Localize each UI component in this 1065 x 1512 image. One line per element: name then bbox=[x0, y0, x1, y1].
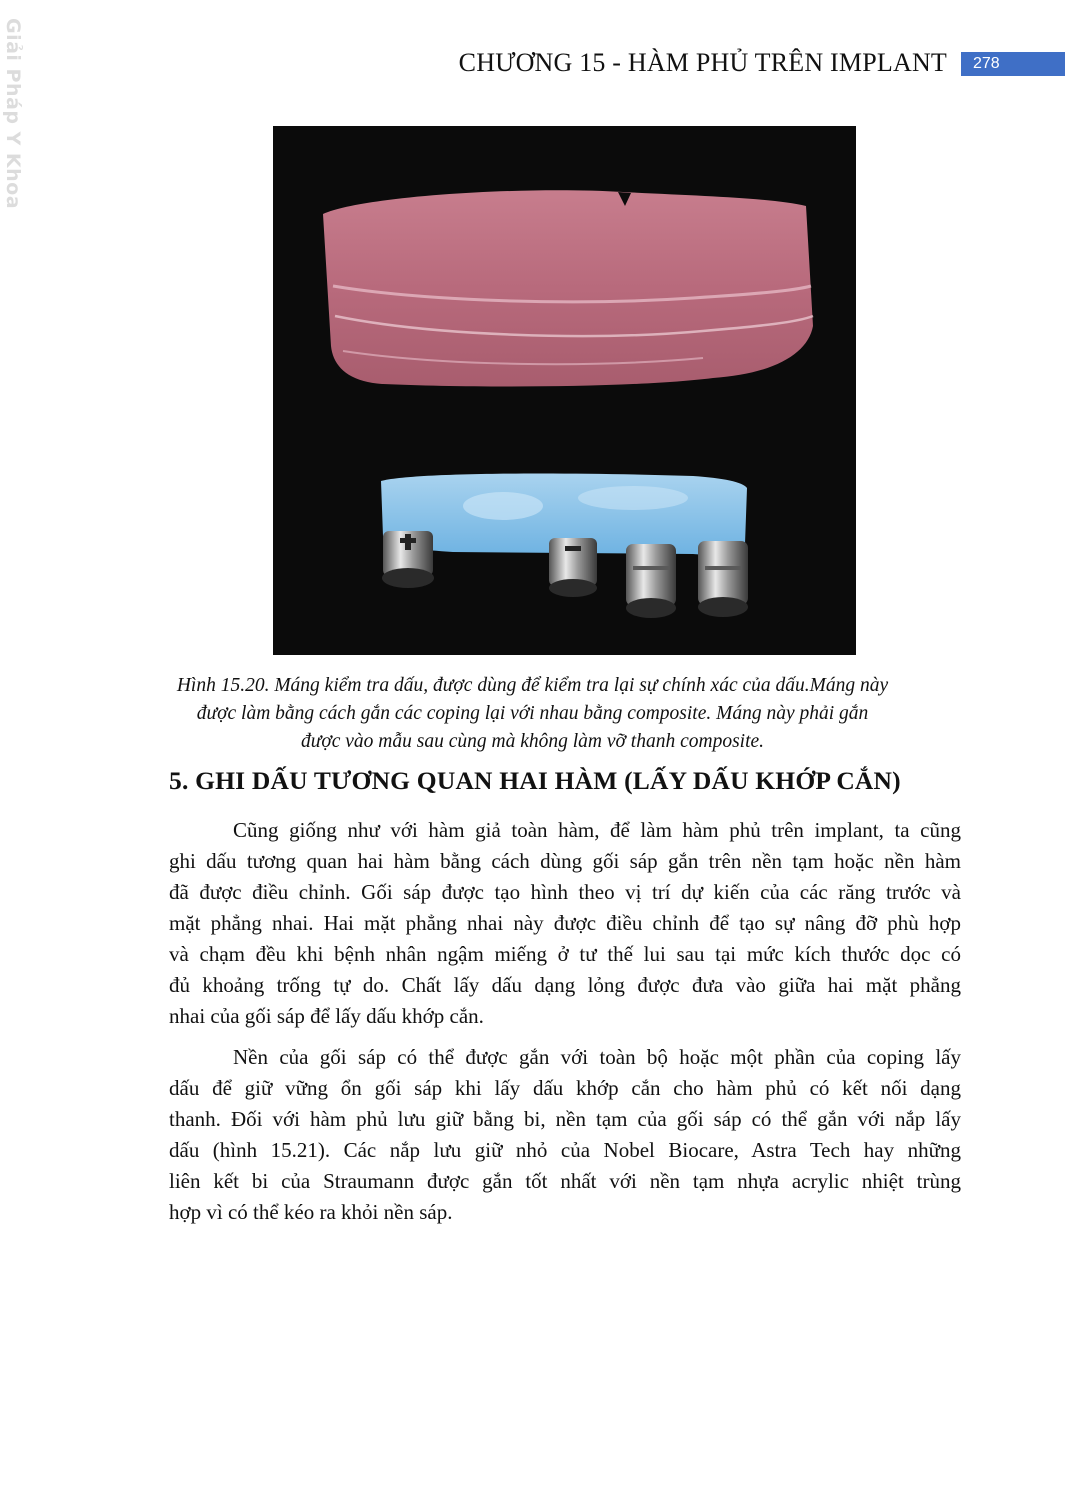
figure-caption bbox=[150, 672, 915, 756]
caption-line: được làm bằng cách gắn các coping lại với nhau bằng composite. Máng này phải gắn bbox=[196, 703, 869, 724]
text-line: đã được điều chỉnh. Gối sáp được tạo hình theo vị trí dự kiến của các răng trước và bbox=[169, 880, 961, 904]
text-line: thanh. Đối với hàm phủ lưu giữ bằng bi, nền tạm của gối sáp có thể gắn với nắp lấy bbox=[169, 1107, 961, 1131]
caption-line: Hình 15.20. Máng kiểm tra dấu, được dùng để kiểm tra lại sự chính xác của dấu.Máng này bbox=[176, 675, 889, 696]
text-line: nhai của gối sáp để lấy dấu khớp cắn. bbox=[169, 1004, 484, 1028]
coping-3 bbox=[626, 544, 676, 618]
text-line: và chạm đều khi bệnh nhân ngậm miếng ở tư thế lui sau tại mức kích thước dọc có bbox=[169, 942, 961, 966]
paragraph-2 bbox=[169, 1042, 961, 1228]
wax-rim bbox=[323, 190, 813, 386]
text-line: dấu để giữ vững ổn gối sáp khi lấy dấu khớp cắn cho hàm phủ có kết nối dạng bbox=[169, 1076, 961, 1100]
running-header bbox=[0, 44, 1065, 80]
text-line: đủ khoảng trống tự do. Chất lấy dấu dạng lỏng được đưa vào giữa hai mặt phẳng bbox=[169, 973, 961, 997]
paragraph-1 bbox=[169, 815, 961, 1032]
chapter-title: CHƯƠNG 15 - HÀM PHỦ TRÊN IMPLANT bbox=[458, 48, 947, 77]
text-line: dấu (hình 15.21). Các nắp lưu giữ nhỏ của Nobel Biocare, Astra Tech hay những bbox=[169, 1138, 961, 1162]
coping-2 bbox=[549, 538, 597, 597]
coping-1 bbox=[382, 531, 434, 588]
coping-4 bbox=[698, 541, 748, 617]
caption-line: được vào mẫu sau cùng mà không làm vỡ thanh composite. bbox=[300, 731, 765, 752]
text-line: mặt phẳng nhai. Hai mặt phẳng nhai này được điều chỉnh để tạo sự nâng đỡ phù hợp bbox=[169, 911, 961, 935]
text-line: Cũng giống như với hàm giả toàn hàm, để làm hàm phủ trên implant, ta cũng bbox=[233, 818, 961, 842]
section-heading: 5. GHI DẤU TƯƠNG QUAN HAI HÀM (LẤY DẤU KHỚP CẮN) bbox=[169, 766, 901, 795]
figure-photo bbox=[273, 126, 856, 655]
text-line: liên kết bi của Straumann được gắn tốt nhất với nền tạm nhựa acrylic nhiệt trùng bbox=[169, 1169, 961, 1193]
text-line: Nền của gối sáp có thể được gắn với toàn bộ hoặc một phần của coping lấy bbox=[233, 1045, 961, 1069]
side-watermark: Giải Pháp Y Khoa bbox=[2, 18, 24, 210]
page-number: 278 bbox=[961, 52, 1065, 76]
text-line: hợp vì có thể kéo ra khỏi nền sáp. bbox=[169, 1200, 453, 1224]
text-line: ghi dấu tương quan hai hàm bằng cách dùng gối sáp gắn trên nền tạm hoặc nền hàm bbox=[169, 849, 961, 873]
impression-jig-photo bbox=[273, 126, 856, 655]
